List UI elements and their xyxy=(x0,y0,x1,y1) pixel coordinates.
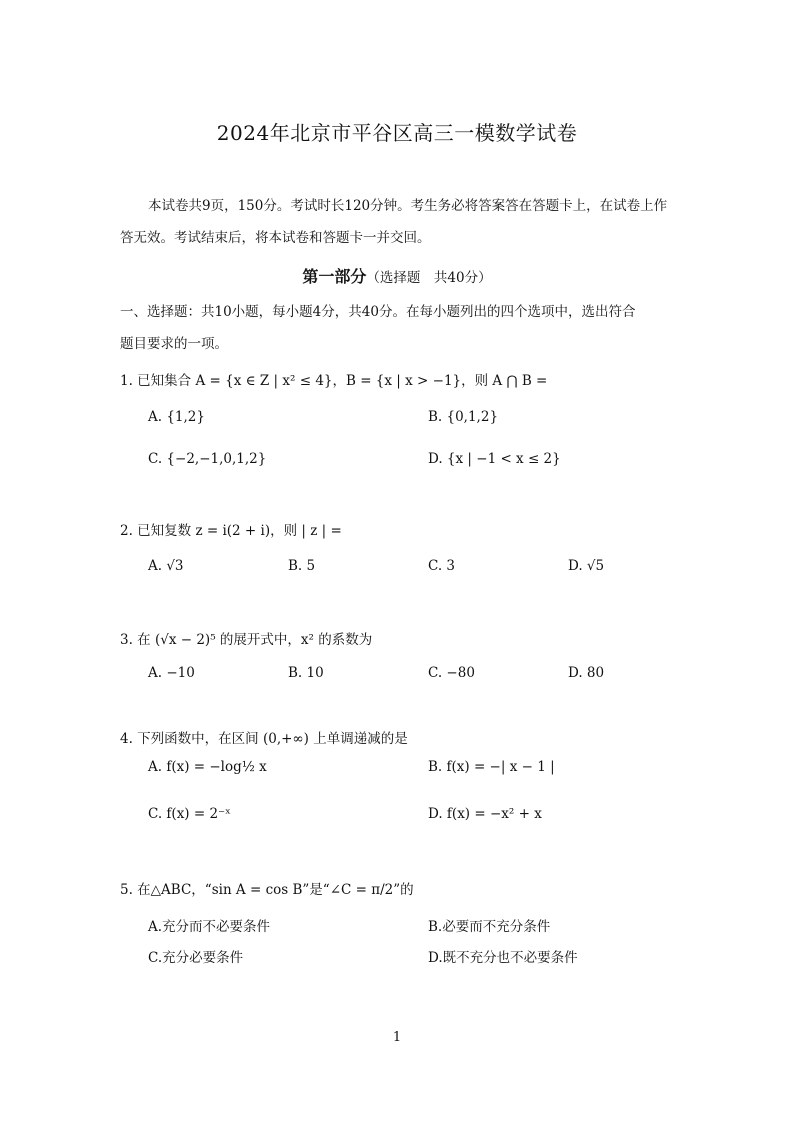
page-number: 1 xyxy=(392,1030,402,1045)
question-3-option-d: D. 80 xyxy=(568,665,605,681)
section-instructions-line1: 一、选择题：共10小题，每小题4分，共40分。在每小题列出的四个选项中，选出符合 xyxy=(120,304,636,320)
question-3-option-a: A. −10 xyxy=(148,665,195,681)
question-1-stem: 1. 已知集合 A = {x ∈ Z | x² ≤ 4}，B = {x | x > −1}，则 A ⋂ B = xyxy=(120,373,548,389)
question-5-option-a: A.充分而不必要条件 xyxy=(148,919,271,935)
part-heading xyxy=(0,264,794,287)
question-2-option-d: D. √5 xyxy=(568,558,605,574)
question-2-option-b: B. 5 xyxy=(288,558,316,574)
question-4-option-b: B. f(x) = −| x − 1 | xyxy=(428,759,555,775)
page-title: 2024年北京市平谷区高三一模数学试卷 xyxy=(216,121,578,145)
question-5-option-c: C.充分必要条件 xyxy=(148,950,244,966)
part-title: 第一部分 xyxy=(302,267,367,286)
question-3-option-c: C. −80 xyxy=(428,665,475,681)
part-subtitle: （选择题 共40分） xyxy=(366,270,492,286)
question-5-option-b: B.必要而不充分条件 xyxy=(428,919,551,935)
question-1-option-a: A. {1,2} xyxy=(148,409,205,425)
question-1-option-c: C. {−2,−1,0,1,2} xyxy=(148,451,267,467)
question-5-option-d: D.既不充分也不必要条件 xyxy=(428,950,578,966)
question-4-option-d: D. f(x) = −x² + x xyxy=(428,806,542,822)
question-1-option-b: B. {0,1,2} xyxy=(428,409,499,425)
question-4-stem: 4. 下列函数中，在区间 (0,+∞) 上单调递减的是 xyxy=(120,731,408,747)
question-5-stem: 5. 在△ABC，“sin A = cos B”是“∠C = π/2”的 xyxy=(120,882,414,898)
question-4-option-c: C. f(x) = 2⁻ˣ xyxy=(148,806,231,822)
intro-text: 本试卷共9页，150分。考试时长120分钟。考生务必将答案答在答题卡上，在试卷上作答无效。考试结束后，将本试卷和答题卡一并交回。 xyxy=(120,198,668,246)
question-2-option-c: C. 3 xyxy=(428,558,456,574)
question-1-option-d: D. {x | −1 < x ≤ 2} xyxy=(428,451,561,467)
question-2-option-a: A. √3 xyxy=(148,558,184,574)
question-3-stem: 3. 在 (√x − 2)⁵ 的展开式中，x² 的系数为 xyxy=(120,632,373,648)
question-2-stem: 2. 已知复数 z = i(2 + i)，则 | z | = xyxy=(120,523,342,539)
section-instructions-line2: 题目要求的一项。 xyxy=(120,336,228,352)
question-4-option-a: A. f(x) = −log½ x xyxy=(148,759,267,775)
question-3-option-b: B. 10 xyxy=(288,665,324,681)
